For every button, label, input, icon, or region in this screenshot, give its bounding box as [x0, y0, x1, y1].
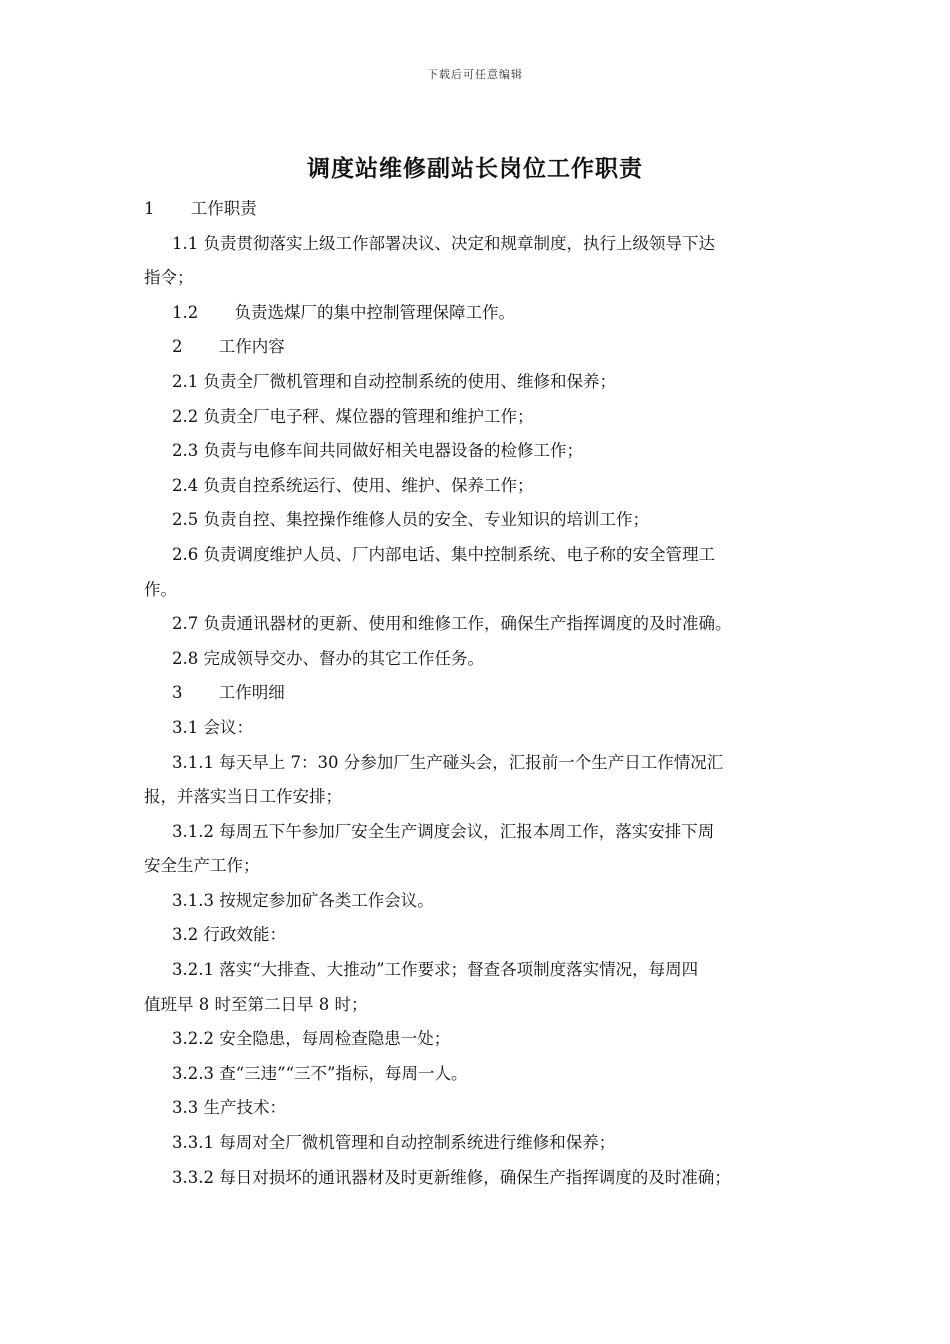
paragraph-line [144, 884, 820, 919]
paragraph-line [144, 780, 820, 815]
paragraph-text: 3.1 会议： [172, 717, 253, 737]
paragraph-text: 3.1.2 每周五下午参加厂安全生产调度会议，汇报本周工作，落实安排下周 [172, 821, 715, 841]
paragraph-text: 工作内容 [218, 337, 285, 357]
paragraph-text: 3.3.2 每日对损坏的通讯器材及时更新维修，确保生产指挥调度的及时准确； [172, 1167, 731, 1187]
paragraph-text: 2.7 负责通讯器材的更新、使用和维修工作，确保生产指挥调度的及时准确。 [172, 614, 732, 634]
section-number: 1 [144, 199, 155, 218]
paragraph-line [144, 953, 820, 988]
paragraph-text: 3.2.3 查“三违”“三不”指标，每周一人。 [172, 1063, 468, 1083]
section-number: 1.2 [172, 302, 199, 322]
section-number: 3 [172, 683, 183, 703]
paragraph-text: 2.6 负责调度维护人员、厂内部电话、集中控制系统、电子称的安全管理工 [172, 544, 715, 564]
page-header-note: 下载后可任意编辑 [427, 68, 523, 81]
paragraph-line [144, 261, 820, 296]
paragraph-text: 3.3 生产技术： [172, 1098, 286, 1118]
paragraph-line [144, 538, 820, 573]
paragraph-text: 报，并落实当日工作安排； [144, 787, 342, 807]
paragraph-line [144, 573, 820, 608]
paragraph-text: 3.2.1 落实“大排查、大推动”工作要求；督查各项制度落实情况，每周四 [172, 960, 699, 980]
paragraph-line [144, 849, 820, 884]
paragraph-line [144, 1126, 820, 1161]
paragraph-text: 2.4 负责自控系统运行、使用、维护、保养工作； [172, 475, 534, 495]
paragraph-line [144, 918, 820, 953]
paragraph-text: 工作职责 [190, 199, 257, 218]
paragraph-line [144, 1057, 820, 1092]
paragraph-line [144, 642, 820, 677]
paragraph-text: 负责选煤厂的集中控制管理保障工作。 [234, 302, 516, 322]
paragraph-line [144, 815, 820, 850]
paragraph-text: 3.2 行政效能： [172, 925, 286, 945]
paragraph-line [144, 988, 820, 1023]
paragraph-text: 指令； [144, 268, 194, 288]
document-title: 调度站维修副站长岗位工作职责 [307, 155, 643, 182]
paragraph-text: 安全生产工作； [144, 856, 260, 876]
paragraph-line [144, 1022, 820, 1057]
paragraph-text: 3.1.3 按规定参加矿各类工作会议。 [172, 890, 434, 910]
paragraph-text: 作。 [144, 579, 177, 599]
paragraph-text: 2.8 完成领导交办、督办的其它工作任务。 [172, 648, 484, 668]
paragraph-line [144, 469, 820, 504]
paragraph-line [144, 192, 820, 227]
paragraph-line [144, 434, 820, 469]
paragraph-line [144, 330, 820, 365]
paragraph-text: 2.5 负责自控、集控操作维修人员的安全、专业知识的培训工作； [172, 510, 649, 530]
paragraph-line [144, 365, 820, 400]
paragraph-text: 3.1.1 每天早上 7：30 分参加厂生产碰头会，汇报前一个生产日工作情况汇 [172, 752, 724, 772]
paragraph-text: 值班早 8 时至第二日早 8 时； [144, 994, 368, 1014]
paragraph-text: 3.2.2 安全隐患，每周检查隐患一处； [172, 1029, 451, 1049]
paragraph-line [144, 503, 820, 538]
paragraph-line [144, 400, 820, 435]
document-body [144, 192, 820, 1195]
paragraph-line [144, 746, 820, 781]
paragraph-text: 工作明细 [218, 683, 285, 703]
paragraph-text: 2.2 负责全厂电子秤、煤位器的管理和维护工作； [172, 406, 534, 426]
paragraph-line [144, 1091, 820, 1126]
paragraph-text: 1.1 负责贯彻落实上级工作部署决议、决定和规章制度，执行上级领导下达 [172, 233, 715, 253]
paragraph-text: 2.3 负责与电修车间共同做好相关电器设备的检修工作； [172, 441, 583, 461]
paragraph-line [144, 607, 820, 642]
paragraph-line [144, 1161, 820, 1196]
paragraph-text: 3.3.1 每周对全厂微机管理和自动控制系统进行维修和保养； [172, 1133, 616, 1153]
paragraph-line [144, 296, 820, 331]
paragraph-line [144, 227, 820, 262]
paragraph-text: 2.1 负责全厂微机管理和自动控制系统的使用、维修和保养； [172, 371, 616, 391]
paragraph-line [144, 676, 820, 711]
paragraph-line [144, 711, 820, 746]
section-number: 2 [172, 337, 183, 357]
